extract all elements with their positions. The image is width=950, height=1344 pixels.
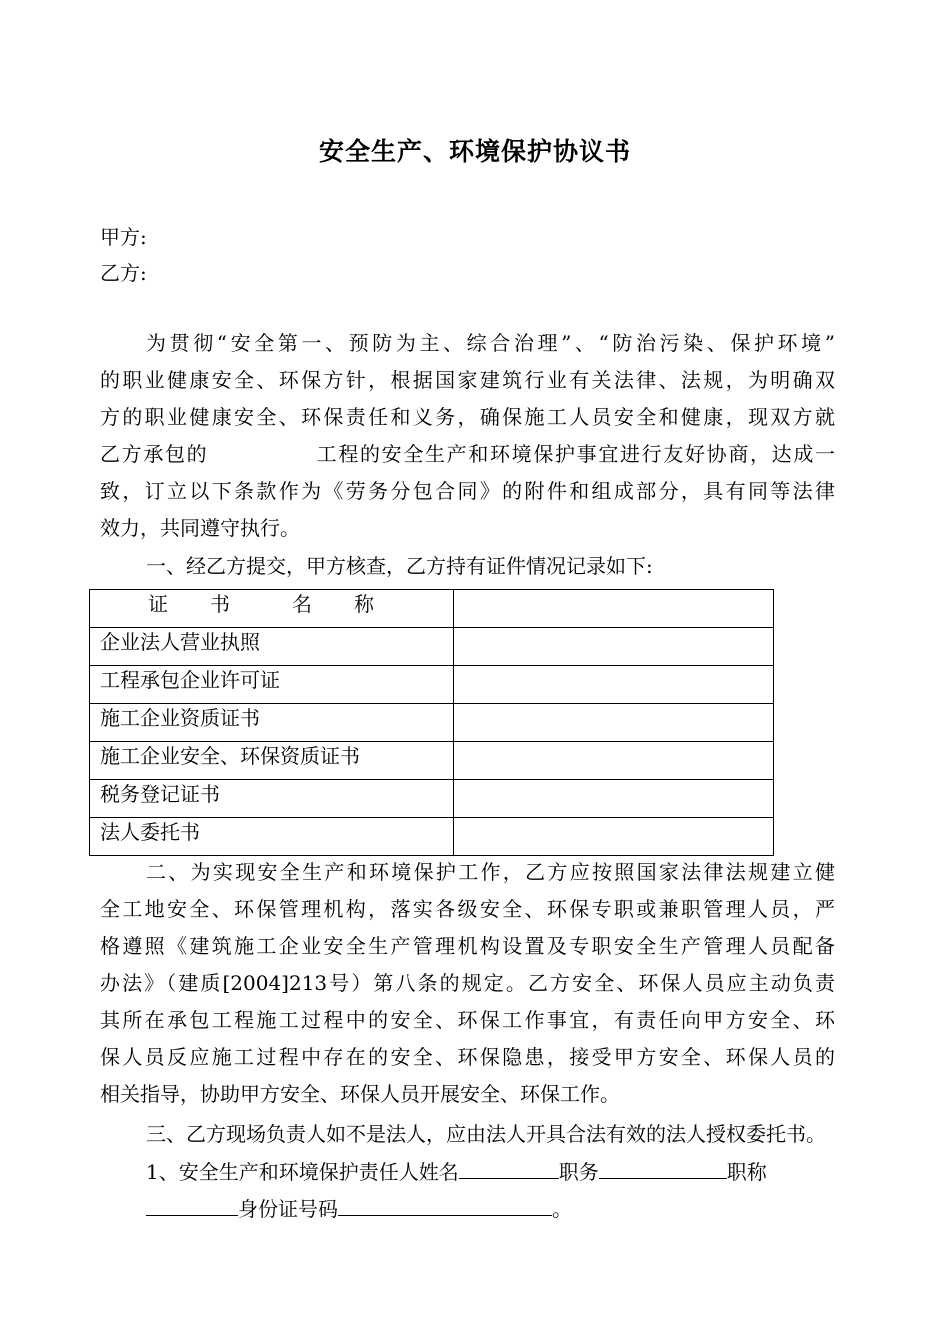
position-blank	[599, 1156, 727, 1179]
header-char: 证	[148, 592, 168, 616]
intro-line: 方的职业健康安全、环保责任和义务，确保施工人员安全和健康，现双方就	[100, 405, 835, 429]
section-3-text: 三、乙方现场负责人如不是法人，应由法人开具合法有效的法人授权委托书。	[146, 1122, 826, 1146]
id-number-label: 身份证号码	[238, 1197, 338, 1221]
certificate-name: 税务登记证书	[90, 780, 454, 818]
intro-line: 的职业健康安全、环保方针，根据国家建筑行业有关法律、法规，为明确双	[100, 368, 835, 392]
responsible-person-label: 1、安全生产和环境保护责任人姓名	[146, 1160, 459, 1184]
section-1-text: 一、经乙方提交，甲方核查，乙方持有证件情况记录如下:	[146, 554, 653, 578]
table-row	[90, 704, 774, 742]
section-2-line: 保人员反应施工过程中存在的安全、环保隐患，接受甲方安全、环保人员的	[100, 1045, 835, 1069]
title-blank	[146, 1193, 238, 1216]
item-1-line	[146, 1156, 767, 1185]
name-blank	[459, 1156, 559, 1179]
item-1-line-2	[146, 1193, 572, 1222]
table-row	[90, 742, 774, 780]
table-row	[90, 628, 774, 666]
table-row	[90, 780, 774, 818]
header-char: 名	[292, 592, 312, 616]
section-2-paragraph	[100, 854, 835, 1113]
title-label: 职称	[726, 1160, 767, 1184]
table-value-cell	[454, 628, 774, 666]
table-value-cell	[454, 590, 774, 628]
header-char: 称	[354, 592, 374, 616]
certificate-name: 企业法人营业执照	[90, 628, 454, 666]
certificate-name: 工程承包企业许可证	[90, 666, 454, 704]
document-title: 安全生产、环境保护协议书	[318, 137, 631, 166]
party-b-label: 乙方:	[100, 261, 147, 285]
table-value-cell	[454, 780, 774, 818]
intro-line: 致，订立以下条款作为《劳务分包合同》的附件和组成部分，具有同等法律	[100, 479, 835, 503]
intro-paragraph	[100, 325, 835, 547]
intro-line: 乙方承包的 工程的安全生产和环境保护事宜进行友好协商，达成一	[100, 442, 835, 466]
certificate-table	[89, 589, 774, 856]
intro-line: 效力，共同遵守执行。	[100, 516, 300, 540]
table-value-cell	[454, 704, 774, 742]
table-row	[90, 818, 774, 856]
section-2-line: 相关指导，协助甲方安全、环保人员开展安全、环保工作。	[100, 1082, 620, 1106]
table-value-cell	[454, 742, 774, 780]
id-number-blank	[338, 1193, 552, 1216]
table-value-cell	[454, 666, 774, 704]
table-header-cell	[90, 590, 454, 628]
certificate-name: 施工企业安全、环保资质证书	[90, 742, 454, 780]
certificate-name: 施工企业资质证书	[90, 704, 454, 742]
table-row	[90, 666, 774, 704]
table-value-cell	[454, 818, 774, 856]
intro-line: 为贯彻“安全第一、预防为主、综合治理”、“防治污染、保护环境”	[146, 331, 835, 355]
party-a-label: 甲方:	[100, 225, 147, 249]
header-char: 书	[210, 592, 230, 616]
section-2-line: 全工地安全、环保管理机构，落实各级安全、环保专职或兼职管理人员，严	[100, 897, 835, 921]
section-2-line: 格遵照《建筑施工企业安全生产管理机构设置及专职安全生产管理人员配备	[100, 934, 835, 958]
sentence-end: 。	[552, 1197, 572, 1221]
certificate-name: 法人委托书	[90, 818, 454, 856]
section-2-line: 其所在承包工程施工过程中的安全、环保工作事宜，有责任向甲方安全、环	[100, 1008, 835, 1032]
position-label: 职务	[558, 1160, 599, 1184]
section-2-line: 办法》（建质[2004]213号）第八条的规定。乙方安全、环保人员应主动负责	[100, 971, 835, 995]
table-header-row	[90, 590, 774, 628]
section-2-line: 二、为实现安全生产和环境保护工作，乙方应按照国家法律法规建立健	[146, 860, 835, 884]
